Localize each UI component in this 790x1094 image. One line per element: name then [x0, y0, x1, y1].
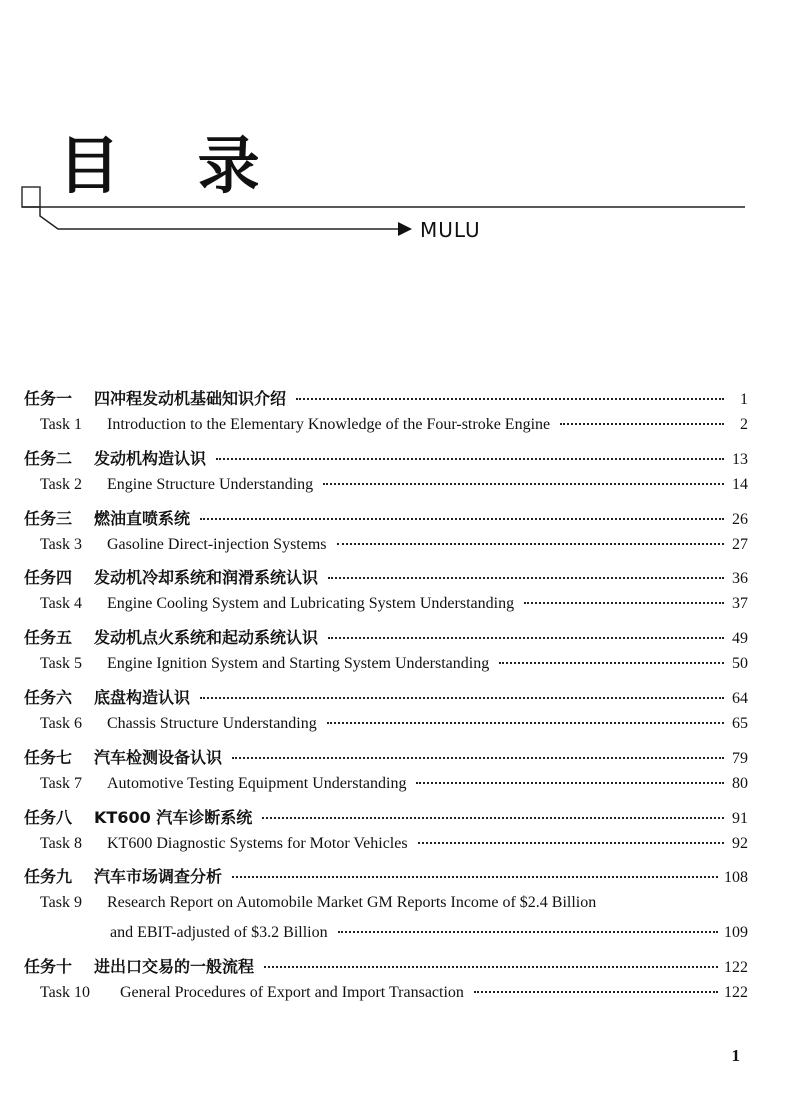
dot-leader: [328, 577, 724, 579]
dot-leader: [200, 697, 724, 699]
entry-label: Task 10: [40, 984, 90, 1001]
entry-label: Task 8: [40, 834, 82, 852]
toc-entry[interactable]: [40, 416, 748, 446]
entry-page: 37: [732, 595, 748, 613]
entry-label: Task 5: [40, 655, 82, 673]
entry-label: 任务二: [24, 448, 73, 468]
entry-title: 进出口交易的一般流程: [94, 957, 255, 977]
dot-leader: [216, 458, 724, 460]
dot-leader: [232, 876, 718, 878]
dot-leader: [328, 637, 724, 639]
entry-page: 92: [732, 834, 748, 852]
entry-title: KT600 Diagnostic Systems for Motor Vehicles: [107, 834, 408, 852]
entry-title: 发动机点火系统和起动系统认识: [94, 628, 319, 648]
toc-entry[interactable]: [40, 984, 748, 1014]
dot-leader: [418, 842, 724, 844]
entry-title: 汽车检测设备认识: [94, 747, 223, 767]
entry-page: 26: [732, 510, 748, 528]
dot-leader: [232, 757, 724, 759]
entry-page: 122: [724, 959, 748, 977]
toc-entry[interactable]: [24, 954, 748, 984]
entry-page: 91: [732, 809, 748, 827]
entry-page: 64: [732, 690, 748, 707]
entry-label: 任务一: [24, 389, 73, 408]
toc-entry[interactable]: [24, 745, 748, 775]
dot-leader: [560, 423, 724, 425]
entry-label: 任务八: [24, 807, 73, 827]
entry-page: 1: [740, 391, 748, 408]
entry-title: Gasoline Direct-injection Systems: [107, 535, 327, 553]
dot-leader: [337, 543, 724, 545]
entry-page: 36: [732, 570, 748, 588]
dot-leader: [524, 602, 724, 604]
entry-title: 底盘构造认识: [94, 688, 191, 707]
entry-label: 任务十: [24, 957, 73, 977]
entry-page: 109: [724, 924, 748, 942]
toc-entry[interactable]: [40, 476, 748, 506]
entry-title: 发动机冷却系统和润滑系统认识: [94, 568, 319, 588]
dot-leader: [200, 518, 724, 520]
toc-entry[interactable]: [40, 835, 748, 865]
entry-title: Engine Ignition System and Starting System Understanding: [107, 655, 490, 673]
entry-page: 122: [724, 984, 748, 1001]
toc-entry[interactable]: [40, 715, 748, 745]
toc-entry[interactable]: [24, 386, 748, 416]
dot-leader: [323, 483, 724, 485]
dot-leader: [474, 991, 718, 993]
dot-leader: [264, 966, 718, 968]
dot-leader: [327, 722, 724, 724]
entry-title: Engine Cooling System and Lubricating System Understanding: [107, 595, 515, 613]
toc-entry[interactable]: [40, 655, 748, 685]
entry-title: Engine Structure Understanding: [107, 475, 314, 493]
entry-title-continued: and EBIT-adjusted of $3.2 Billion: [110, 924, 328, 942]
toc-entry[interactable]: [40, 536, 748, 566]
dot-leader: [416, 782, 724, 784]
entry-label: 任务四: [24, 568, 73, 588]
toc-entry[interactable]: [40, 595, 748, 625]
entry-title: KT600 汽车诊断系统: [94, 807, 253, 827]
toc-entry[interactable]: [24, 565, 748, 595]
entry-title: Automotive Testing Equipment Understanding: [107, 774, 407, 792]
dot-leader: [338, 931, 718, 933]
entry-title: Research Report on Automobile Market GM Reports Income of $2.4 Billion: [107, 894, 597, 912]
entry-page: 2: [740, 415, 748, 433]
entry-page: 49: [732, 630, 748, 648]
entry-label: Task 4: [40, 595, 82, 613]
arrow-icon: [398, 222, 412, 236]
dot-leader: [262, 817, 724, 819]
entry-page: 65: [732, 714, 748, 732]
entry-page: 108: [724, 869, 748, 887]
entry-title: 燃油直喷系统: [94, 508, 191, 528]
page-subtitle: MULU: [420, 218, 481, 242]
toc-entry[interactable]: [40, 775, 748, 805]
entry-page: 27: [732, 535, 748, 553]
entry-label: 任务六: [24, 688, 73, 707]
dot-leader: [499, 662, 724, 664]
entry-title: General Procedures of Export and Import Transaction: [120, 984, 464, 1001]
entry-label: 任务七: [24, 747, 73, 767]
entry-title: Introduction to the Elementary Knowledge of the Four-stroke Engine: [107, 415, 551, 433]
entry-title: 四冲程发动机基础知识介绍: [94, 389, 287, 408]
entry-page: 14: [732, 475, 748, 493]
entry-title: 汽车市场调查分析: [94, 867, 223, 887]
page-number: 1: [731, 1046, 740, 1065]
entry-label: 任务九: [24, 867, 73, 887]
entry-page: 50: [732, 655, 748, 673]
entry-label: Task 6: [40, 714, 82, 732]
toc-entry-continuation[interactable]: [110, 924, 748, 954]
entry-label: Task 1: [40, 415, 82, 433]
entry-page: 80: [732, 774, 748, 792]
toc-entry[interactable]: [24, 805, 748, 835]
entry-label: Task 3: [40, 535, 82, 553]
entry-label: 任务三: [24, 508, 73, 528]
page-title: 目 录: [58, 129, 288, 202]
entry-title: 发动机构造认识: [94, 448, 207, 468]
entry-label: Task 2: [40, 475, 82, 493]
entry-label: 任务五: [24, 628, 73, 648]
toc-entry[interactable]: [24, 685, 748, 715]
entry-title: Chassis Structure Understanding: [107, 714, 317, 732]
dot-leader: [296, 398, 724, 400]
toc-entry[interactable]: [24, 446, 748, 476]
entry-label: Task 7: [40, 774, 82, 792]
toc-entry[interactable]: [24, 506, 748, 536]
entry-label: Task 9: [40, 894, 82, 912]
entry-page: 79: [732, 749, 748, 767]
entry-page: 13: [732, 450, 748, 468]
toc-entry[interactable]: [40, 894, 748, 924]
toc-entry[interactable]: [24, 864, 748, 894]
toc-entry[interactable]: [24, 625, 748, 655]
